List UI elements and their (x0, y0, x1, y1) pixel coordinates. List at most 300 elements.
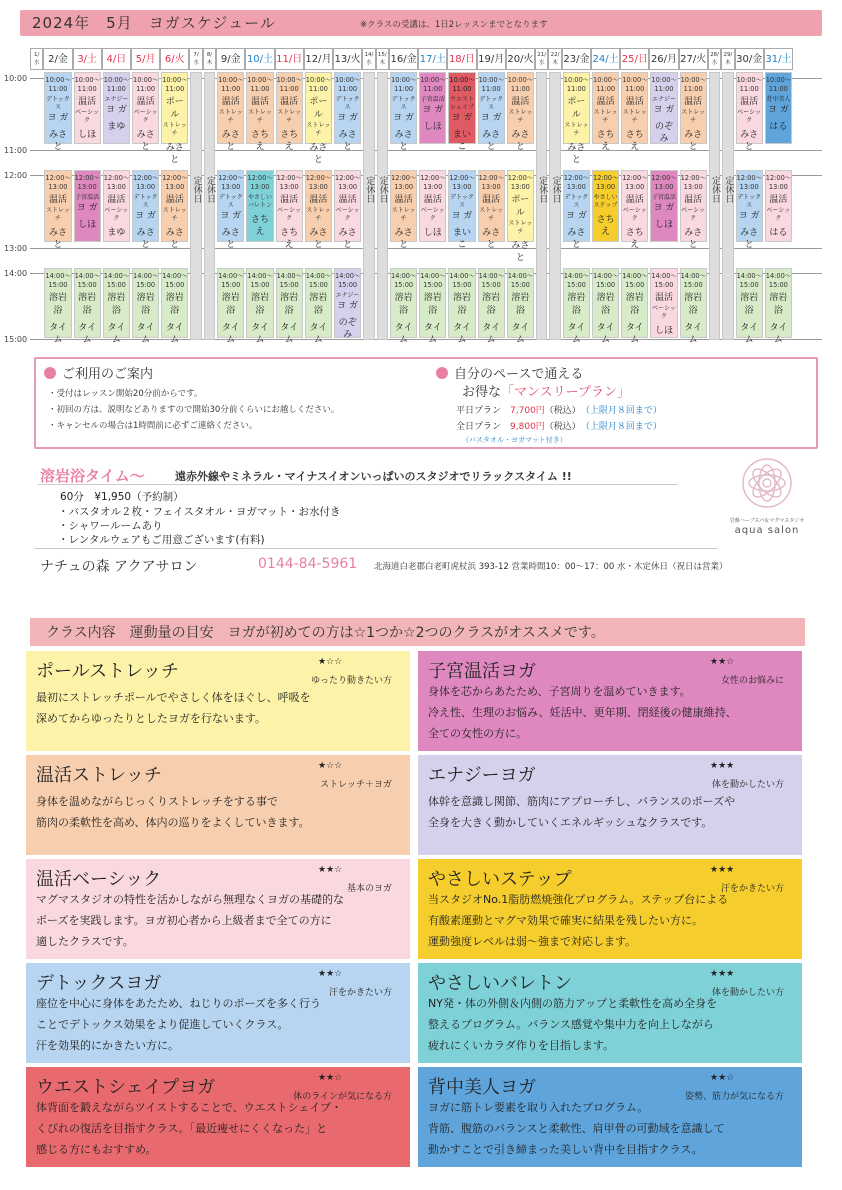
time-label: 10:00 (4, 74, 28, 83)
day-header: 14/ 水 (362, 48, 375, 70)
slot-class: 温活 (625, 97, 644, 107)
day-column (679, 48, 708, 345)
slot-time: 10:00〜11:00 (218, 76, 244, 93)
slot-time: 12:00〜13:00 (449, 174, 475, 191)
slot-instructor: しほ (78, 130, 97, 140)
slot-time: 14:00〜15:00 (335, 272, 361, 289)
day-column (548, 48, 561, 340)
class-target: 体を動かしたい方 (711, 988, 784, 998)
lotus-icon (722, 453, 812, 515)
classes-header-bar (30, 618, 805, 646)
class-slot[interactable] (276, 72, 303, 152)
slot-class: 温活 (107, 195, 126, 205)
slot-time: 10:00〜11:00 (478, 76, 505, 93)
slot-time: 14:00〜15:00 (736, 272, 763, 289)
class-target: 姿勢、筋力が気になる方 (684, 1092, 784, 1102)
slot-instructor: しほ (654, 220, 673, 230)
slot-class-yoga: ヨ ガ (105, 105, 127, 115)
class-slot[interactable] (680, 170, 707, 250)
info-box (34, 357, 818, 449)
slot-instructor: のぞみ (338, 318, 357, 340)
day-header: 16/金 (389, 48, 418, 70)
slot-instructor: みさと (309, 143, 328, 165)
day-header: 15/ 木 (376, 48, 389, 70)
slot-class: デトックス (335, 96, 360, 111)
class-card (26, 1067, 410, 1167)
slot-instructor: さちえ (625, 228, 644, 250)
slot-time: 10:00〜11:00 (247, 76, 273, 93)
slot-class-sub: ストレッチ (508, 220, 533, 235)
slot-instructor: さちえ (596, 215, 615, 237)
slot-instructor: タイム (280, 323, 299, 345)
slot-instructor: まゆ (107, 228, 126, 238)
day-header: 27/火 (679, 48, 708, 70)
slot-instructor: みさと (567, 143, 586, 165)
class-card (26, 755, 410, 855)
slot-class: やさしい (247, 194, 272, 201)
slot-time: 12:00〜13:00 (45, 174, 71, 191)
plan-subtitle: お得な「マンスリープラン」 (462, 385, 630, 400)
address: 北海道白老郡白老町虎杖浜 393-12 営業時間10：00〜17：00 水・木定休日（祝日は営業） (374, 562, 728, 572)
class-slot[interactable] (765, 72, 792, 144)
slot-class: 溶岩浴 (567, 293, 586, 316)
slot-class-sub: ストレッチ (162, 122, 187, 137)
plan-note: （バスタオル・ヨガマット付き） (462, 436, 567, 444)
class-slot[interactable] (103, 72, 130, 144)
slot-time: 10:00〜11:00 (276, 76, 303, 93)
day-header: 22/ 木 (548, 48, 561, 70)
slot-time: 12:00〜13:00 (74, 174, 101, 191)
class-slot[interactable] (44, 170, 71, 250)
class-stars: ★★☆ (710, 657, 735, 667)
slot-instructor: タイム (567, 323, 586, 345)
closed-label: 定休日 (723, 176, 734, 203)
slot-time: 14:00〜15:00 (563, 272, 590, 289)
slot-instructor: さちえ (596, 130, 615, 152)
day-header: 20/火 (506, 48, 535, 70)
class-slot[interactable] (44, 268, 71, 345)
class-slot[interactable] (74, 268, 101, 345)
class-slot[interactable] (246, 72, 273, 152)
class-description: 最初にストレッチポールでやさしく体をほぐし、呼吸を 深めてからゆったりとしたヨガを行ないます。 (36, 691, 311, 725)
class-slot[interactable] (132, 72, 159, 152)
slot-class: 子宮温活 (75, 194, 100, 201)
slot-class-sub: バレトン (247, 202, 272, 209)
class-slot[interactable] (478, 170, 505, 250)
day-column (376, 48, 389, 340)
slot-class: 溶岩浴 (165, 293, 184, 316)
class-slot[interactable] (621, 268, 648, 345)
day-header: 19/月 (477, 48, 506, 70)
slot-class-sub: ストレッチ (277, 109, 302, 124)
slot-instructor: タイム (251, 323, 269, 345)
slot-class-sub: ストレッチ (306, 122, 331, 137)
slot-time: 10:00〜11:00 (74, 76, 101, 93)
slot-instructor: みさと (136, 228, 155, 250)
slot-instructor: みさと (740, 228, 759, 250)
day-column (203, 48, 216, 340)
slot-time: 12:00〜13:00 (651, 174, 677, 191)
slot-time: 14:00〜15:00 (420, 272, 446, 289)
day-column (160, 48, 189, 345)
class-slot[interactable] (103, 268, 130, 345)
slot-class-sub: ストレッチ (593, 109, 618, 124)
class-description: 体背面を鍛えながらツイストすることで、ウエストシェイプ・ くびれの復活を目指すクラス。「最近痩せにくくなった」と 感じる方にもおすすめ。 (36, 1101, 343, 1156)
slot-class-sub: ストレッチ (46, 207, 70, 222)
slot-class: 溶岩浴 (280, 293, 299, 316)
day-column (447, 48, 476, 345)
class-stars: ★★☆ (710, 1073, 735, 1083)
class-stars: ★★★ (710, 761, 735, 771)
class-card (418, 963, 802, 1063)
class-target: 基本のヨガ (346, 884, 392, 894)
class-slot[interactable] (680, 72, 707, 152)
slot-time: 10:00〜11:00 (651, 76, 677, 93)
slot-class-sub: ベーシック (75, 109, 100, 124)
title-bar (20, 10, 822, 36)
day-column (535, 48, 548, 340)
day-column (245, 48, 274, 345)
slot-class: 温活 (596, 97, 615, 107)
slot-class: 溶岩浴 (423, 293, 442, 316)
slot-class-yoga: ヨ ガ (135, 211, 157, 221)
class-slot[interactable] (334, 170, 361, 250)
day-header: 7/ 水 (189, 48, 202, 70)
class-slot[interactable] (74, 170, 101, 242)
lesson-limit-note: ※クラスの受講は、1日2レッスンまでとなります (360, 20, 548, 30)
slot-class-sub: ストレッチ (479, 207, 504, 222)
slot-class: 温活 (221, 97, 240, 107)
slot-class-sub: ベーシック (766, 207, 791, 222)
day-column (418, 48, 447, 345)
time-label: 15:00 (4, 335, 28, 344)
slot-time: 14:00〜15:00 (305, 272, 332, 289)
slot-instructor: みさと (511, 241, 530, 263)
slot-instructor: タイム (684, 323, 703, 345)
class-slot[interactable] (736, 268, 763, 345)
closed-day (709, 72, 720, 340)
slot-instructor: みさと (136, 130, 155, 152)
closed-label: 定休日 (204, 176, 215, 203)
day-header: 28/ 水 (708, 48, 721, 70)
slot-time: 14:00〜15:00 (74, 272, 101, 289)
slot-instructor: みさと (221, 228, 240, 250)
day-column (304, 48, 333, 345)
class-slot[interactable] (680, 268, 707, 345)
day-header: 18/日 (447, 48, 476, 70)
class-name: 温活ストレッチ (36, 765, 162, 786)
class-slot[interactable] (44, 72, 71, 152)
slot-class-sub: ベーシック (681, 207, 706, 222)
slot-time: 12:00〜13:00 (391, 174, 417, 191)
day-column (721, 48, 734, 340)
day-column (708, 48, 721, 340)
slot-class: 溶岩浴 (78, 293, 97, 316)
class-slot[interactable] (478, 72, 505, 152)
slot-instructor: みさと (482, 228, 501, 250)
slot-instructor: さちえ (250, 130, 269, 152)
class-target: 体を動かしたい方 (711, 780, 784, 790)
class-slot[interactable] (305, 170, 332, 250)
class-slot[interactable] (592, 268, 619, 345)
class-target: ゆったり動きたい方 (311, 676, 392, 686)
slot-time: 10:00〜11:00 (736, 76, 763, 93)
class-slot[interactable] (419, 268, 446, 345)
class-slot[interactable] (132, 268, 159, 345)
slot-class-sub: ストレッチ (248, 109, 272, 124)
closed-day (204, 72, 215, 340)
slot-class-yoga: ヨ ガ (337, 301, 359, 311)
slot-class-yoga: ヨ ガ (738, 211, 760, 221)
closed-label: 定休日 (377, 176, 388, 203)
slot-instructor: まいこ (452, 130, 471, 152)
slot-instructor: みさと (394, 130, 413, 152)
class-slot[interactable] (334, 268, 361, 338)
slot-time: 12:00〜13:00 (305, 174, 332, 191)
slot-instructor: みさと (309, 228, 328, 250)
slot-class-sub: ストレッチ (622, 109, 647, 124)
slot-class: 温活 (338, 195, 357, 205)
class-slot[interactable] (736, 170, 763, 250)
slot-instructor: みさと (482, 130, 501, 152)
phone-number[interactable]: 0144-84-5961 (258, 556, 358, 572)
class-slot[interactable] (448, 72, 475, 152)
slot-instructor: みさと (684, 228, 703, 250)
class-slot[interactable] (246, 268, 273, 345)
day-header: 8/ 木 (203, 48, 216, 70)
slot-time: 10:00〜11:00 (622, 76, 648, 93)
slot-time: 12:00〜13:00 (247, 174, 273, 191)
slot-class: 温活 (280, 97, 299, 107)
class-slot[interactable] (563, 268, 590, 345)
class-slot[interactable] (650, 170, 677, 242)
closed-day (722, 72, 733, 340)
day-column (102, 48, 131, 345)
slot-class: 温活 (625, 195, 644, 205)
slot-class-yoga: ヨ ガ (393, 113, 415, 123)
slot-time: 14:00〜15:00 (45, 272, 71, 289)
day-header: 1/ 水 (30, 48, 43, 70)
class-slot[interactable] (650, 268, 677, 338)
slot-class: 温活 (250, 97, 269, 107)
class-slot[interactable] (650, 72, 677, 144)
slot-class: 温活 (482, 195, 501, 205)
class-slot[interactable] (448, 268, 475, 345)
slot-instructor: みさと (221, 130, 240, 152)
slot-instructor: タイム (511, 323, 530, 345)
info-item: ・初回の方は、説明などありますので開始30分前くらいにお越しください。 (48, 405, 340, 415)
day-header: 30/金 (735, 48, 764, 70)
class-slot[interactable] (390, 170, 417, 250)
class-slot[interactable] (74, 72, 101, 144)
slot-class-sub: ベーシック (622, 207, 647, 222)
class-slot[interactable] (592, 72, 619, 152)
class-slot[interactable] (305, 268, 332, 345)
closed-day (190, 72, 201, 340)
day-column (562, 48, 591, 345)
day-column (333, 48, 362, 340)
slot-time: 14:00〜15:00 (593, 272, 619, 289)
class-slot[interactable] (132, 170, 159, 250)
slot-class-yoga: ヨ ガ (451, 211, 473, 221)
slot-class: 温活 (684, 195, 703, 205)
day-column (764, 48, 793, 345)
time-label: 11:00 (4, 146, 28, 155)
class-slot[interactable] (507, 72, 534, 152)
slot-class-yoga: ヨ ガ (76, 203, 98, 213)
slot-class: エナジー (652, 96, 676, 103)
class-target: ストレッチ＋ヨガ (320, 780, 392, 790)
class-card (418, 651, 802, 751)
slot-class-yoga: ヨ ガ (653, 203, 675, 213)
day-column (591, 48, 620, 345)
divider (34, 548, 718, 549)
slot-time: 10:00〜11:00 (305, 76, 332, 93)
class-slot[interactable] (621, 72, 648, 152)
class-slot[interactable] (448, 170, 475, 250)
slot-class-yoga: ヨ ガ (451, 113, 473, 123)
class-slot[interactable] (419, 170, 446, 242)
slot-class-sub: ストレッチ (306, 207, 331, 222)
slot-instructor: まいこ (452, 228, 471, 250)
slot-class-sub: ベーシック (133, 109, 158, 124)
class-slot[interactable] (736, 72, 763, 152)
slot-time: 14:00〜15:00 (622, 272, 648, 289)
slot-time: 14:00〜15:00 (162, 272, 188, 289)
class-slot[interactable] (217, 170, 244, 250)
slot-class-sub: ストレッチ (218, 109, 243, 124)
class-slot[interactable] (276, 268, 303, 345)
class-slot[interactable] (563, 170, 590, 250)
slot-class: 温活 (740, 97, 759, 107)
slot-class: 温活 (165, 195, 184, 205)
class-slot[interactable] (217, 268, 244, 345)
slot-instructor: さちえ (625, 130, 644, 152)
ganban-description: 遠赤外線やミネラル・マイナスイオンいっぱいのスタジオでリラックスタイム !! (175, 470, 572, 483)
slot-time: 12:00〜13:00 (765, 174, 792, 191)
day-header: 11/日 (275, 48, 304, 70)
slot-instructor: みさと (567, 228, 586, 250)
slot-time: 10:00〜11:00 (391, 76, 417, 93)
slot-class: 温活 (423, 195, 442, 205)
slot-time: 10:00〜11:00 (420, 76, 446, 93)
slot-time: 12:00〜13:00 (276, 174, 303, 191)
slot-class: 溶岩浴 (48, 293, 67, 316)
class-slot[interactable] (507, 170, 534, 263)
slot-class: 子宮温活 (420, 96, 445, 103)
closed-label: 定休日 (537, 176, 548, 203)
slot-class-yoga: ヨ ガ (653, 105, 675, 115)
class-slot[interactable] (103, 170, 130, 242)
slot-class: 温活 (309, 195, 328, 205)
slot-instructor: さちえ (250, 215, 269, 237)
slot-instructor: しほ (654, 326, 673, 336)
class-card (418, 1067, 802, 1167)
slot-class: 溶岩浴 (511, 293, 530, 316)
slot-instructor: しほ (78, 220, 97, 230)
class-slot[interactable] (161, 268, 188, 345)
slot-class-sub: ストレッチ (508, 109, 533, 124)
brand-logo (722, 453, 812, 563)
time-label: 13:00 (4, 244, 28, 253)
day-column (216, 48, 245, 345)
class-slot[interactable] (621, 170, 648, 250)
slot-class-yoga: ヨ ガ (337, 113, 359, 123)
day-header: 21/ 水 (535, 48, 548, 70)
class-slot[interactable] (161, 72, 188, 165)
class-name: 子宮温活ヨガ (428, 661, 536, 682)
slot-time: 14:00〜15:00 (391, 272, 417, 289)
slot-class: エナジー (104, 96, 129, 103)
slot-instructor: みさと (511, 130, 530, 152)
class-description: 座位を中心に身体をあたため、ねじりのポーズを多く行う ことでデトックス効果をより促進していくクラス。 汗を効果的にかきたい方に。 (36, 997, 322, 1052)
bullet-dot-icon (436, 367, 448, 379)
info-item: ・受付はレッスン開始20分前からです。 (48, 389, 203, 399)
day-header: 6/火 (160, 48, 189, 70)
day-header: 5/月 (131, 48, 160, 70)
class-slot[interactable] (592, 170, 619, 242)
class-card (26, 963, 410, 1063)
class-description: NY発・体の外側＆内側の筋力アップと柔軟性を高め全身を 整えるプログラム。バランス感覚や集中力を向上しながら 疲れにくいカラダ作りを目指します。 (428, 997, 718, 1052)
slot-class-sub: ベーシック (104, 207, 129, 222)
info-item: ・キャンセルの場合は1時間前に必ずご連絡ください。 (48, 421, 258, 431)
slot-time: 12:00〜13:00 (622, 174, 648, 191)
slot-class-sub: ベーシック (652, 305, 676, 320)
closed-day (377, 72, 388, 340)
class-slot[interactable] (276, 170, 303, 250)
class-slot[interactable] (334, 72, 361, 152)
slot-class: デトックス (450, 194, 474, 209)
class-slot[interactable] (246, 170, 273, 242)
slot-instructor: タイム (78, 323, 97, 345)
slot-class: デトックス (218, 194, 243, 209)
slot-class: 温活 (654, 293, 673, 303)
slot-class: デトックス (133, 194, 158, 209)
class-slot[interactable] (507, 268, 534, 345)
page-title: 2024年 5月 ヨガスケジュール (32, 14, 276, 32)
slot-class: 溶岩浴 (136, 293, 155, 316)
slot-class: ポール (567, 97, 586, 120)
slot-time: 12:00〜13:00 (420, 174, 446, 191)
class-slot[interactable] (765, 170, 792, 242)
slot-instructor: タイム (482, 323, 501, 345)
class-target: 汗をかきたい方 (328, 988, 392, 998)
slot-instructor: タイム (453, 323, 471, 345)
class-name: デトックスヨガ (36, 973, 162, 994)
class-slot[interactable] (161, 170, 188, 250)
slot-instructor: タイム (596, 323, 615, 345)
slot-class: デトックス (46, 96, 70, 111)
class-slot[interactable] (478, 268, 505, 345)
slot-class: 温活 (394, 195, 413, 205)
slot-class: 子宮温活 (651, 194, 676, 201)
day-header: 4/日 (102, 48, 131, 70)
class-card (26, 859, 410, 959)
time-label: 14:00 (4, 269, 28, 278)
class-name: 温活ベーシック (36, 869, 162, 890)
slot-instructor: タイム (136, 323, 155, 345)
closed-label: 定休日 (709, 176, 720, 203)
class-slot[interactable] (390, 268, 417, 345)
class-slot[interactable] (217, 72, 244, 152)
class-stars: ★★★ (710, 969, 735, 979)
class-slot[interactable] (305, 72, 332, 165)
class-slot[interactable] (390, 72, 417, 152)
class-slot[interactable] (563, 72, 590, 165)
class-slot[interactable] (419, 72, 446, 144)
slot-class: デトックス (737, 194, 762, 209)
class-slot[interactable] (765, 268, 792, 345)
